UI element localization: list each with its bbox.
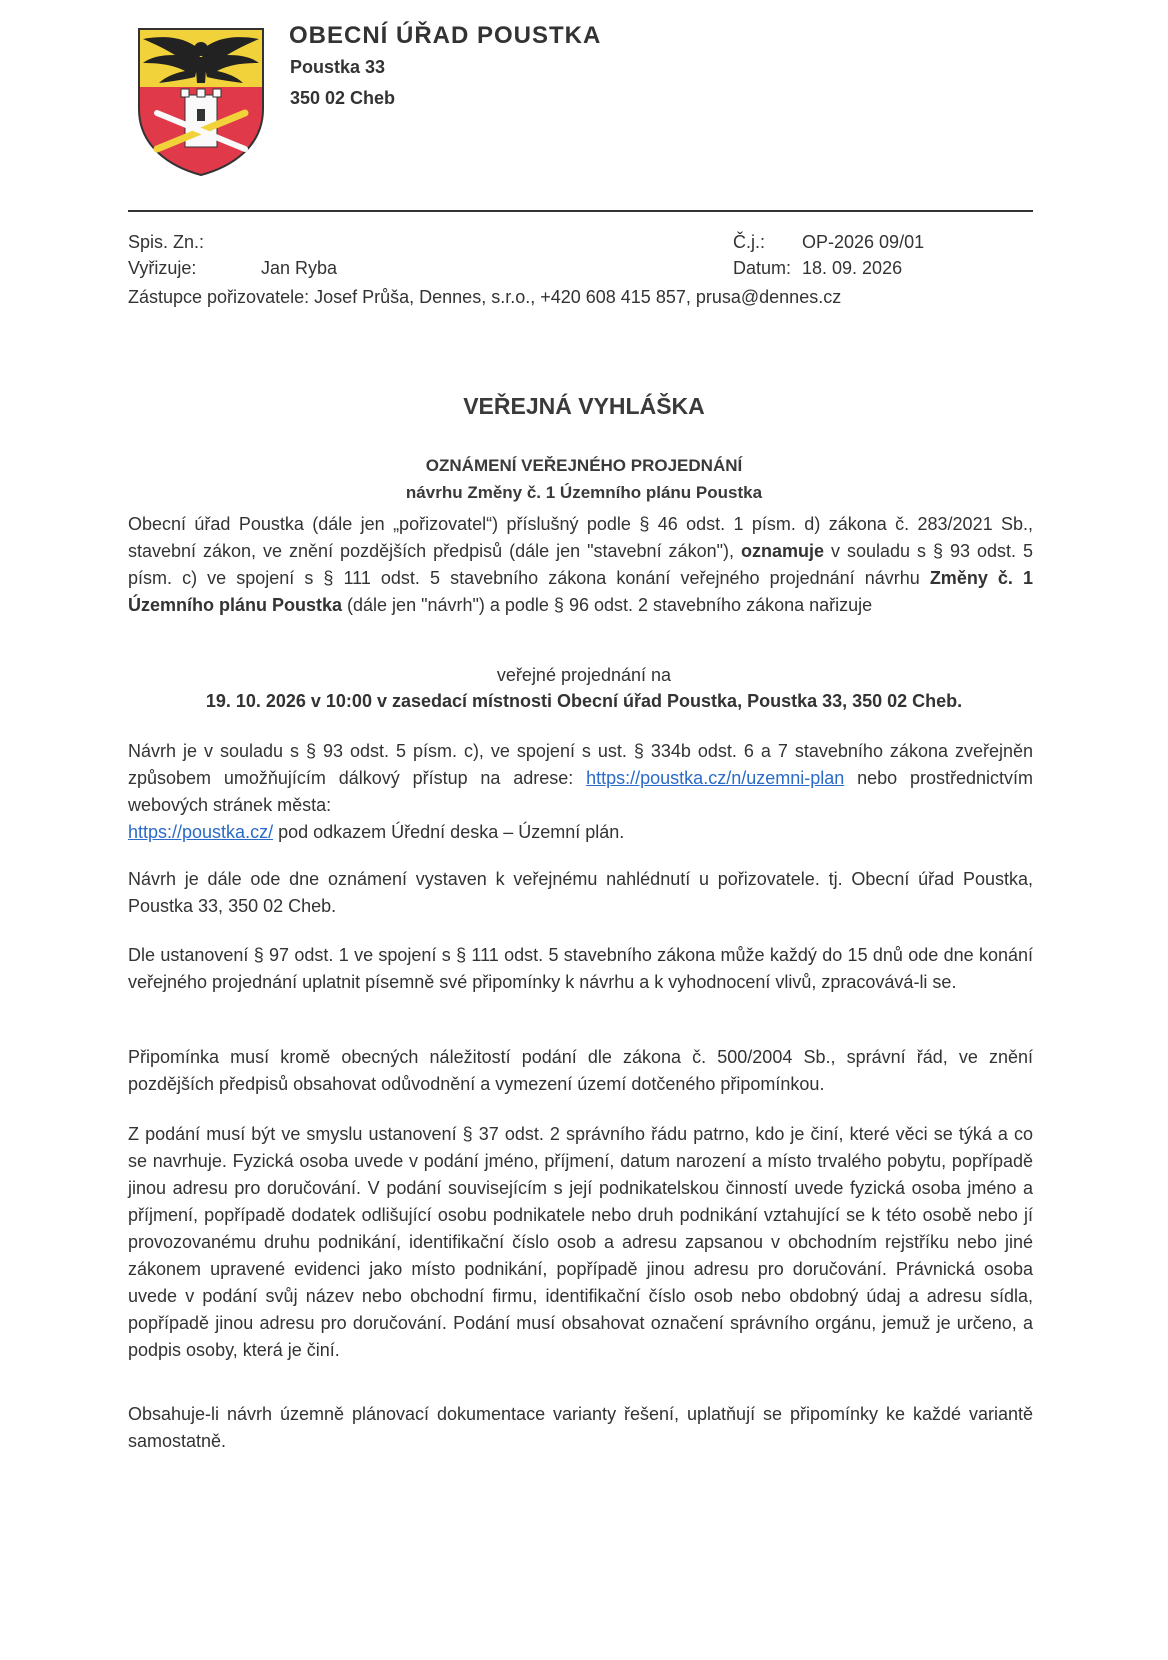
website-link[interactable]: https://poustka.cz/ [128, 822, 274, 842]
datum-label: Datum: [733, 258, 792, 278]
office-name: OBECNÍ ÚŘAD POUSTKA [289, 22, 602, 49]
office-address-line1: Poustka 33 [290, 57, 386, 77]
document-subtitle-2: návrhu Změny č. 1 Územního plánu Poustka [405, 483, 763, 502]
hearing-datetime-place: 19. 10. 2026 v 10:00 v zasedací místnosti Obecní úřad Poustka, Poustka 33, 350 02 Cheb. [205, 691, 963, 711]
p1-text-e: (dále jen "návrh") a podle § 96 odst. 2 stavebního zákona nařizuje [342, 595, 873, 615]
p1-plan-name: Změny č. 1 Územního plánu Poustka [128, 568, 1033, 615]
vyrizuje-label: Vyřizuje: [128, 258, 197, 278]
datum-value: 18. 09. 2026 [802, 258, 903, 278]
paragraph-inspection: Návrh je dále ode dne oznámení vystaven k veřejnému nahlédnutí u pořizovatele. tj. Obecní úřad Poustka, Poustka 33, 350 02 Cheb. [128, 869, 1033, 916]
p1-oznamuje: oznamuje [740, 541, 824, 561]
p2-text-a: Návrh je v souladu s § 93 odst. 5 písm. c), ve spojení s ust. § 334b odst. 6 a 7 stavebního zákona zveřejněn způsobem umožňujícím dálkový přístup na adrese: [128, 741, 1033, 788]
p1-text-a: Obecní úřad Poustka (dále jen „pořizovatel“) příslušný podle § 46 odst. 1 písm. d) zákona č. 283/2021 Sb., stavební zákon, ve znění pozdějších předpisů (dále jen "stavební zákon"), [128, 514, 1033, 561]
cj-value: OP-2026 09/01 [802, 232, 925, 252]
plan-link[interactable]: https://poustka.cz/n/uzemni-plan [586, 768, 845, 788]
document-subtitle: OZNÁMENÍ VEŘEJNÉHO PROJEDNÁNÍ [425, 456, 743, 475]
p2-text-b: nebo prostřednictvím webových stránek města: [128, 768, 1033, 815]
zastupce-line: Zástupce pořizovatele: Josef Průša, Dennes, s.r.o., +420 608 415 857, prusa@dennes.cz [128, 287, 842, 307]
hearing-intro: veřejné projednání na [496, 665, 672, 685]
vyrizuje-value: Jan Ryba [261, 258, 338, 278]
header-divider [128, 210, 1033, 212]
paragraph-announcement [128, 511, 1033, 619]
p1-text-c: v souladu s § 93 odst. 5 písm. c) ve spojení s § 111 odst. 5 stavebního zákona konání veřejného projednání návrhu [128, 541, 1033, 588]
coat-of-arms-icon [135, 27, 267, 177]
paragraph-comment-requirements: Připomínka musí kromě obecných náležitostí podání dle zákona č. 500/2004 Sb., správní řád, ve znění pozdějších předpisů obsahovat odůvodnění a vymezení území dotčeného připomínkou. [128, 1047, 1033, 1094]
paragraph-publication [128, 738, 1033, 846]
p2-text-c: pod odkazem Úřední deska – Územní plán. [273, 822, 625, 842]
office-address-line2: 350 02 Cheb [290, 88, 396, 108]
paragraph-submission-details: Z podání musí být ve smyslu ustanovení § 37 odst. 2 správního řádu patrno, kdo je činí, které věci se týká a co se navrhuje. Fyzická osoba uvede v podání jméno, příjmení, datum narození a místo trvalého pobytu, popřípadě jinou adresu pro doručování. V podání souvisejícím s její podnikatelskou činností uvede fyzická osoba jméno a příjmení, popřípadě dodatek odlišující osobu podnikatele nebo druh podnikání vztahující se k této osobě nebo jí provozovanému druhu podnikání, identifikační číslo osob a adresu zapsanou v obchodním rejstříku nebo jiné zákonem upravené evidenci jako místo podnikání, popřípadě jinou adresu pro doručování. Právnická osoba uvede v podání svůj název nebo obchodní firmu, identifikační číslo osob nebo obdobný údaj a adresu sídla, popřípadě jinou adresu pro doručování. Podání musí obsahovat označení správního orgánu, jemuž je určeno, a podpis osoby, která je činí. [128, 1124, 1033, 1360]
paragraph-comments-deadline: Dle ustanovení § 97 odst. 1 ve spojení s § 111 odst. 5 stavebního zákona může každý do 15 dnů ode dne konání veřejného projednání uplatnit písemně své připomínky k návrhu a k vyhodnocení vlivů, zpracovává-li se. [128, 945, 1033, 992]
spis-label: Spis. Zn.: [128, 232, 205, 252]
paragraph-variants: Obsahuje-li návrh územně plánovací dokumentace varianty řešení, uplatňují se připomínky ke každé variantě samostatně. [128, 1404, 1033, 1451]
cj-label: Č.j.: [733, 232, 766, 252]
document-title: VEŘEJNÁ VYHLÁŠKA [463, 393, 705, 419]
